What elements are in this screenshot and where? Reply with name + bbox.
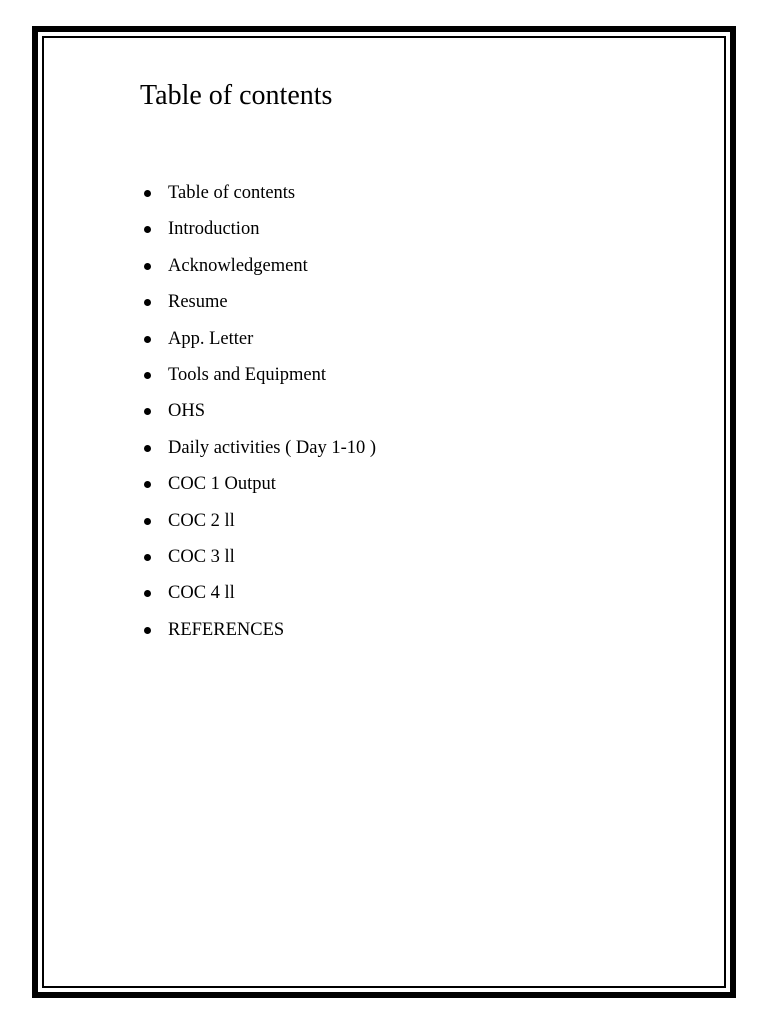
toc-item (144, 466, 376, 502)
bullet-icon (144, 372, 151, 379)
bullet-icon (144, 190, 151, 197)
toc-item-label: REFERENCES (168, 619, 285, 640)
toc-list (144, 175, 376, 648)
toc-item (144, 357, 376, 393)
toc-item-label: Introduction (168, 219, 260, 240)
toc-item (144, 248, 376, 284)
bullet-icon (144, 445, 151, 452)
page-title: Table of contents (140, 80, 333, 111)
toc-item (144, 284, 376, 320)
bullet-icon (144, 408, 151, 415)
toc-item (144, 321, 376, 357)
toc-item (144, 211, 376, 247)
bullet-icon (144, 226, 151, 233)
toc-item-label: App. Letter (168, 328, 254, 349)
bullet-icon (144, 554, 151, 561)
bullet-icon (144, 336, 151, 343)
toc-item (144, 393, 376, 429)
toc-item-label: Daily activities ( Day 1-10 ) (168, 437, 377, 458)
toc-item (144, 539, 376, 575)
toc-item-label: COC 4 ll (168, 583, 235, 604)
bullet-icon (144, 518, 151, 525)
toc-item-label: COC 3 ll (168, 546, 235, 567)
toc-item-label: Acknowledgement (168, 255, 308, 276)
bullet-icon (144, 263, 151, 270)
bullet-icon (144, 299, 151, 306)
toc-item-label: OHS (168, 401, 206, 422)
bullet-icon (144, 627, 151, 634)
bullet-icon (144, 481, 151, 488)
bullet-icon (144, 590, 151, 597)
toc-item-label: Table of contents (168, 183, 296, 203)
toc-item (144, 575, 376, 611)
toc-item (144, 430, 376, 466)
toc-item (144, 503, 376, 539)
toc-item-label: Tools and Equipment (168, 364, 326, 385)
toc-item-label: Resume (168, 292, 228, 313)
toc-item-label: COC 1 Output (168, 474, 276, 495)
toc-item (144, 175, 376, 211)
toc-item (144, 612, 376, 648)
toc-item-label: COC 2 ll (168, 510, 235, 531)
